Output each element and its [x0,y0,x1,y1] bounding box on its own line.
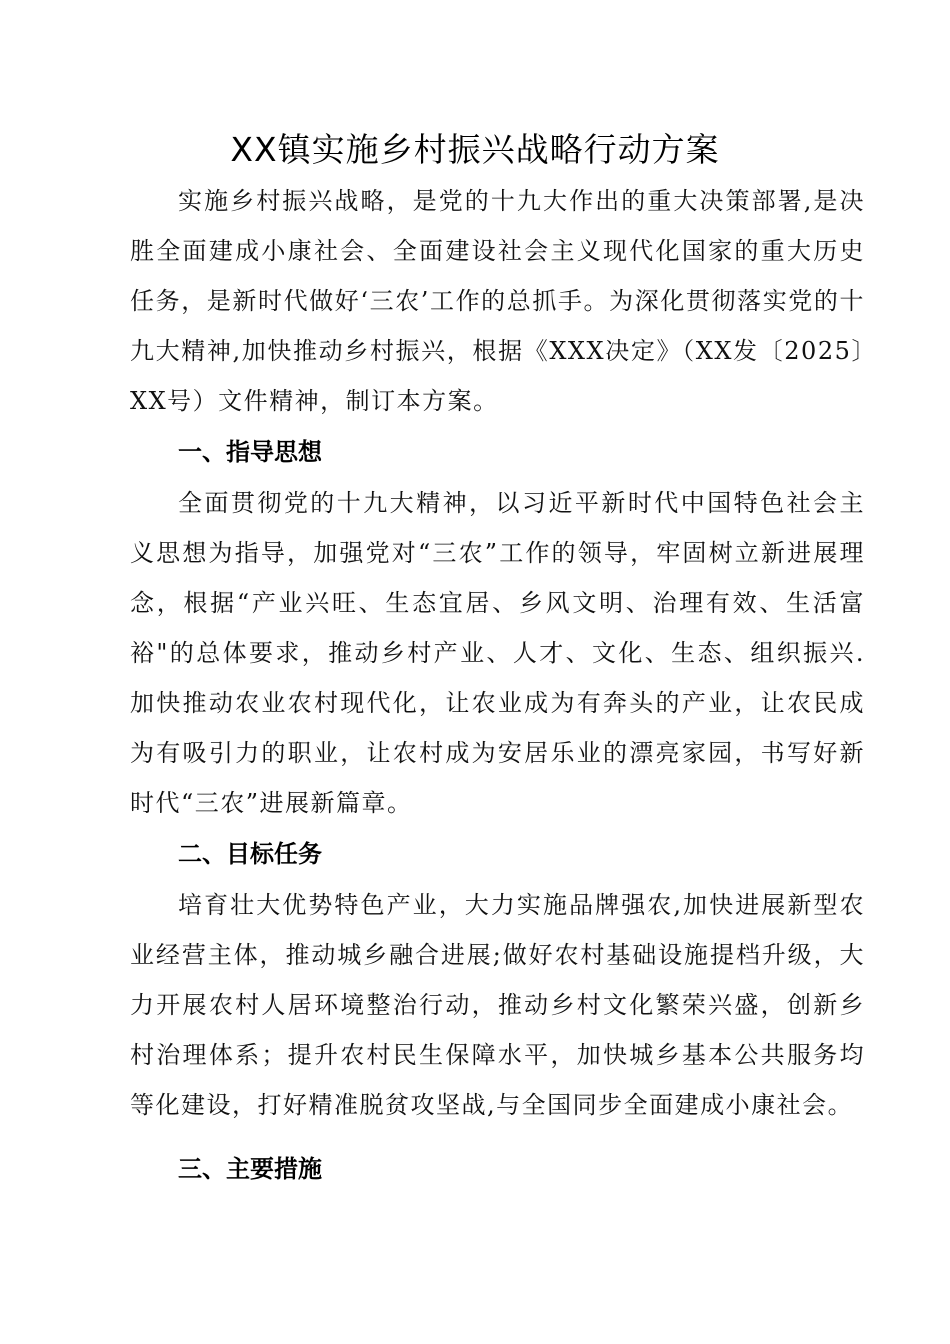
document-title: XX镇实施乡村振兴战略行动方案 [230,130,720,169]
intro-paragraph: 实施乡村振兴战略，是党的十九大作出的重大决策部署,是决胜全面建成小康社会、全面建设社会主义现代化国家的重大历史任务，是新时代做好‘三农’工作的总抓手。为深化贯彻落实党的十九大精神,加快推动乡村振兴，根据《XXX决定》（XX发〔2025〕XX号）文件精神，制订本方案。 [130,187,865,415]
document-body [130,176,865,1194]
section-body-goals-tasks: 培育壮大优势特色产业，大力实施品牌强农,加快进展新型农业经营主体，推动城乡融合进展;做好农村基础设施提档升级，大力开展农村人居环境整治行动，推动乡村文化繁荣兴盛，创新乡村治理体系；提升农村民生保障水平，加快城乡基本公共服务均等化建设，打好精准脱贫攻坚战,与全国同步全面建成小康社会。 [130,891,865,1119]
section-heading-goals-tasks: 二、目标任务 [178,840,322,868]
section-body-guiding-ideology: 全面贯彻党的十九大精神，以习近平新时代中国特色社会主义思想为指导，加强党对“三农”工作的领导，牢固树立新进展理念，根据“产业兴旺、生态宜居、乡风文明、治理有效、生活富裕"的总体要求，推动乡村产业、人才、文化、生态、组织振兴.加快推动农业农村现代化，让农业成为有奔头的产业，让农民成为有吸引力的职业，让农村成为安居乐业的漂亮家园，书写好新时代“三农”进展新篇章。 [130,489,865,817]
section-heading-guiding-ideology: 一、指导思想 [178,438,322,466]
section-heading-main-measures: 三、主要措施 [178,1155,322,1183]
